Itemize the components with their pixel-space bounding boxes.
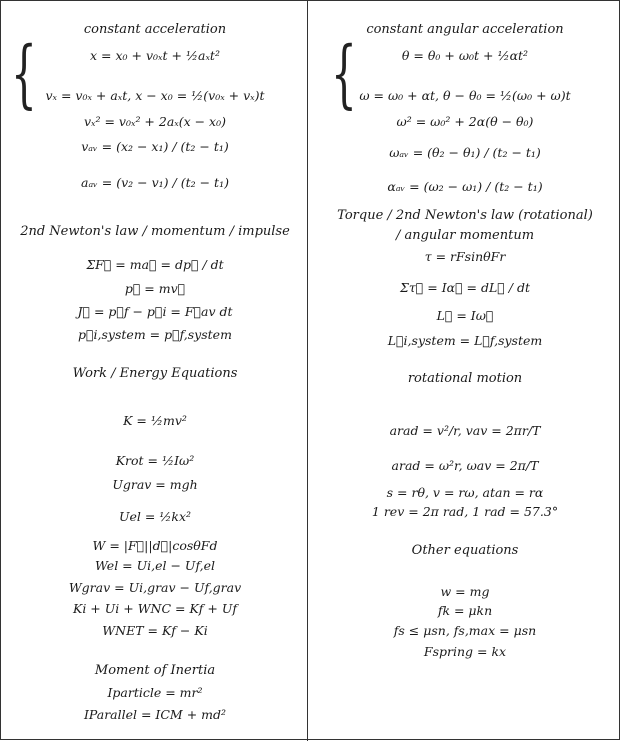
heading-moment-of-inertia: Moment of Inertia [94,663,216,678]
angular-eq-3: ω² = ω₀² + 2α(θ − θ₀) [396,114,534,129]
heading-newton-momentum: 2nd Newton's law / momentum / impulse [20,224,290,239]
angular-eq-1: θ = θ₀ + ω₀t + ½αt² [401,48,529,63]
heading-angular-momentum: / angular momentum [395,228,535,243]
newton-eq-3: J⃗ = p⃗f − p⃗i = F⃗av dt [77,304,233,319]
rotational-eq-2: arad = ω²r, ωav = 2π/T [391,458,539,473]
average-angular-acceleration-eq: αₐᵥ = (ω₂ − ω₁) / (t₂ − t₁) [387,179,543,194]
equation-brace: { [11,31,37,117]
newton-eq-4: p⃗i,system = p⃗f,system [78,327,232,342]
inertia-eq-1: Iparticle = mr² [107,685,203,700]
other-eq-4: Fspring = kx [423,644,507,659]
energy-eq-8: Ki + Ui + WNC = Kf + Uf [72,601,238,616]
torque-eq-2: Στ⃗ = Iα⃗ = dL⃗ / dt [400,280,530,295]
energy-eq-7: Wgrav = Ui,grav − Uf,grav [68,580,242,595]
kinematics-eq-1: x = x₀ + v₀ₓt + ½aₓt² [90,48,220,63]
newton-eq-2: p⃗ = mv⃗ [124,281,186,296]
column-divider [307,1,308,741]
heading-torque: Torque / 2nd Newton's law (rotational) [337,208,593,223]
torque-eq-3: L⃗ = Iω⃗ [436,308,494,323]
rotational-eq-1: arad = v²/r, vav = 2πr/T [389,423,541,438]
torque-eq-4: L⃗i,system = L⃗f,system [387,333,543,348]
energy-eq-1: K = ½mv² [123,413,187,428]
other-eq-3: fs ≤ μsn, fs,max = μsn [393,623,537,638]
kinematics-eq-2: vₓ = v₀ₓ + aₓt, x − x₀ = ½(v₀ₓ + vₓ)t [45,88,265,103]
average-velocity-eq: vₐᵥ = (x₂ − x₁) / (t₂ − t₁) [81,139,229,154]
energy-eq-3: Ugrav = mgh [112,477,198,492]
energy-eq-2: Krot = ½Iω² [115,453,195,468]
energy-eq-5: W = |F⃗||d⃗|cosθFd [92,538,218,553]
angular-eq-2: ω = ω₀ + αt, θ − θ₀ = ½(ω₀ + ω)t [359,88,571,103]
other-eq-2: fk = μkn [437,603,493,618]
kinematics-eq-3: vₓ² = v₀ₓ² + 2aₓ(x − x₀) [84,114,226,129]
inertia-eq-2: IParallel = ICM + md² [83,707,227,722]
energy-eq-4: Uel = ½kx² [118,509,192,524]
average-acceleration-eq: aₐᵥ = (v₂ − v₁) / (t₂ − t₁) [81,175,229,190]
rotational-eq-4: 1 rev = 2π rad, 1 rad = 57.3° [371,504,559,519]
newton-eq-1: ΣF⃗ = ma⃗ = dp⃗ / dt [86,257,224,272]
energy-eq-9: WNET = Kf − Ki [102,623,208,638]
heading-constant-angular-acceleration: constant angular acceleration [366,22,564,37]
heading-constant-acceleration: constant acceleration [83,22,227,37]
torque-eq-1: τ = rFsinθFr [424,249,506,264]
right-column [311,1,619,741]
left-column [5,1,305,741]
equation-brace: { [331,31,357,117]
heading-work-energy: Work / Energy Equations [72,366,238,381]
rotational-eq-3: s = rθ, v = rω, atan = rα [386,485,544,500]
energy-eq-6: Wel = Ui,el − Uf,el [94,558,216,573]
heading-rotational-motion: rotational motion [407,371,523,386]
other-eq-1: w = mg [440,584,490,599]
average-angular-velocity-eq: ωₐᵥ = (θ₂ − θ₁) / (t₂ − t₁) [389,145,541,160]
heading-other-equations: Other equations [411,543,519,558]
